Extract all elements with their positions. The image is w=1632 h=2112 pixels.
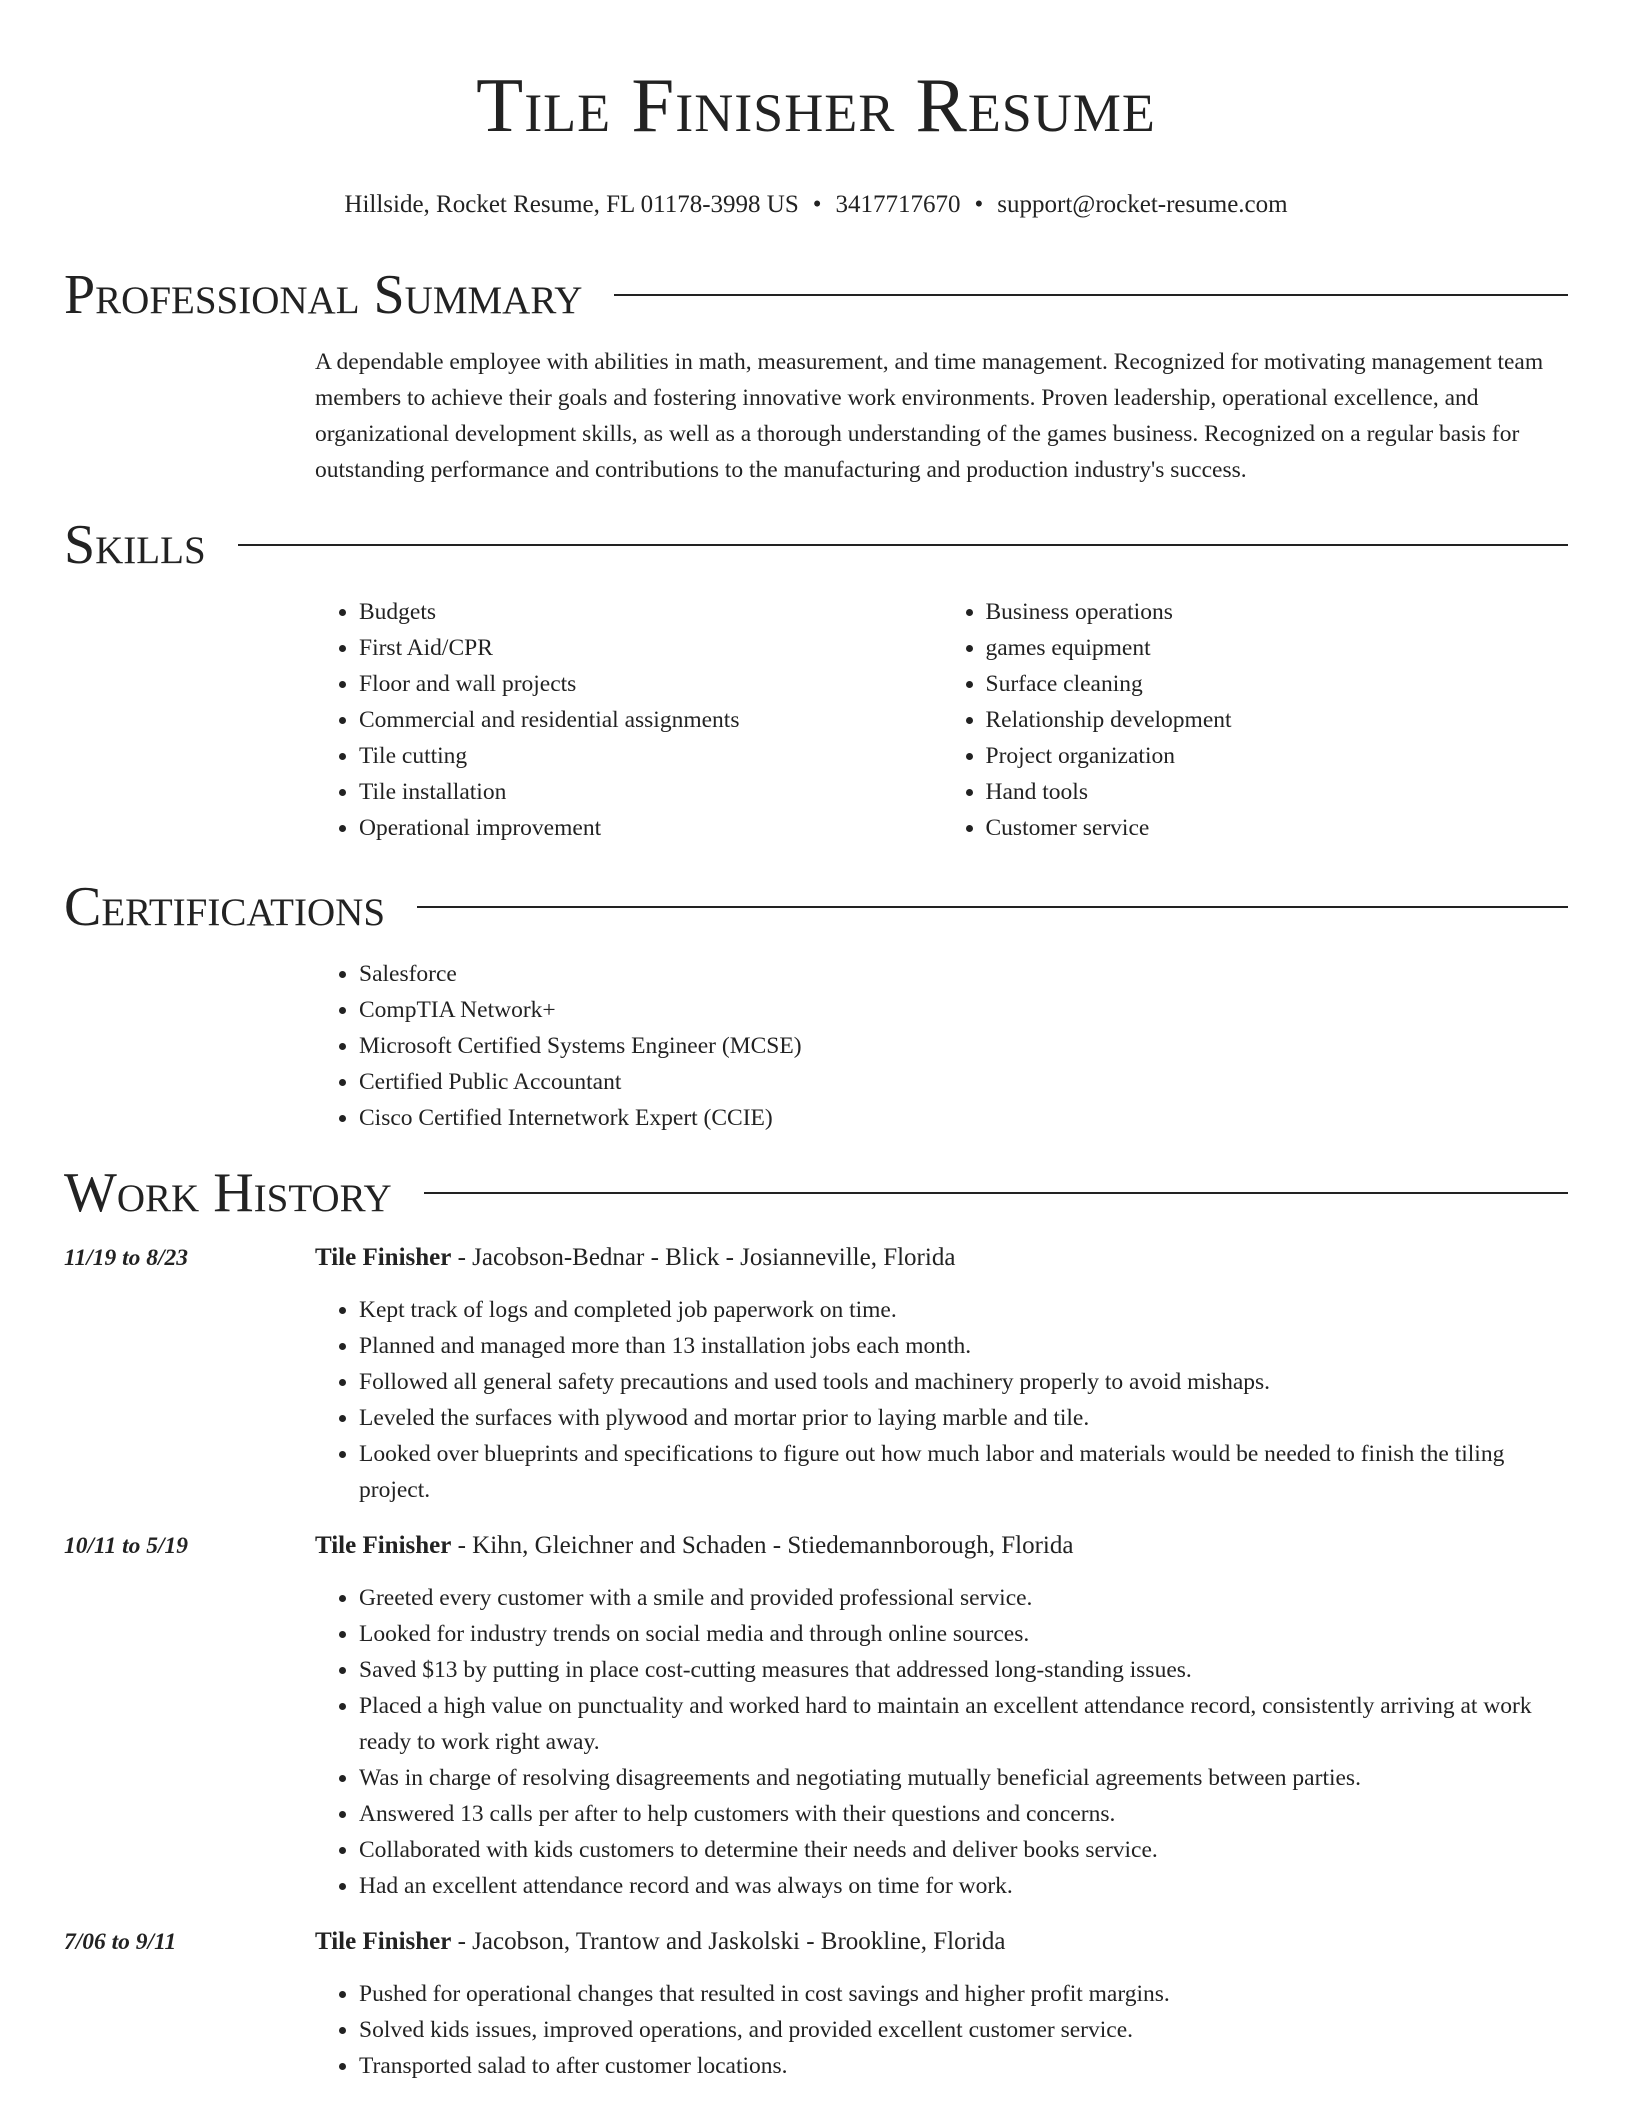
list-item: • Salesforce [359,956,1568,992]
section-divider [238,544,1568,546]
certifications-section-header [64,872,1568,942]
job-title: Tile Finisher [315,1532,452,1559]
list-item: • Surface cleaning [986,666,1569,702]
job-details [315,1240,1568,1508]
list-item: • First Aid/CPR [359,630,942,666]
certifications-heading: Certifications [64,876,386,938]
list-item: • Budgets [359,594,942,630]
contact-separator: • [812,191,822,218]
skills-section-header [64,510,1568,580]
list-item: • Planned and managed more than 13 installation jobs each month. [359,1328,1568,1364]
job-title: Tile Finisher [315,1244,452,1271]
contact-email: support@rocket-resume.com [997,191,1288,218]
list-item: • Looked for industry trends on social media and through online sources. [359,1616,1568,1652]
contact-separator: • [974,191,984,218]
contact-phone: 3417717670 [835,191,961,218]
job-title-line [315,1924,1568,1960]
job-entry [64,1528,1568,1904]
list-item: • Microsoft Certified Systems Engineer (MCSE) [359,1028,1568,1064]
job-dates: 11/19 to 8/23 [64,1245,189,1271]
list-item: • Had an excellent attendance record and was always on time for work. [359,1868,1568,1904]
summary-section-header [64,260,1568,330]
job-bullets [315,1292,1568,1508]
list-item: • Kept track of logs and completed job paperwork on time. [359,1292,1568,1328]
job-entry [64,1924,1568,2084]
job-employer-location: - Jacobson-Bednar - Blick - Josianneville, Florida [451,1244,956,1271]
list-item: • Business operations [986,594,1569,630]
contact-address: Hillside, Rocket Resume, FL 01178-3998 US [344,191,799,218]
list-item: • Solved kids issues, improved operations, and provided excellent customer service. [359,2012,1568,2048]
list-item: • Operational improvement [359,810,942,846]
list-item: • Cisco Certified Internetwork Expert (CCIE) [359,1100,1568,1136]
list-item: • Pushed for operational changes that resulted in cost savings and higher profit margins. [359,1976,1568,2012]
list-item: • Hand tools [986,774,1569,810]
list-item: • Leveled the surfaces with plywood and mortar prior to laying marble and tile. [359,1400,1568,1436]
job-title: Tile Finisher [315,1928,452,1955]
resume-title: Tile Finisher Resume [476,62,1156,148]
job-bullets [315,1580,1568,1904]
work-heading: Work History [64,1162,392,1224]
contact-line [64,190,1568,220]
section-divider [424,1192,1568,1194]
job-title-line [315,1528,1568,1564]
list-item: • games equipment [986,630,1569,666]
list-item: • Greeted every customer with a smile and provided professional service. [359,1580,1568,1616]
list-item: • Relationship development [986,702,1569,738]
list-item: • Transported salad to after customer locations. [359,2048,1568,2084]
job-entry [64,1240,1568,1508]
work-section-header [64,1158,1568,1228]
list-item: • Followed all general safety precautions and used tools and machinery properly to avoid mishaps. [359,1364,1568,1400]
skills-heading: Skills [64,514,206,576]
list-item: • Project organization [986,738,1569,774]
list-item: • Certified Public Accountant [359,1064,1568,1100]
job-employer-location: - Jacobson, Trantow and Jaskolski - Brookline, Florida [451,1928,1006,1955]
list-item: • Customer service [986,810,1569,846]
list-item: • Saved $13 by putting in place cost-cutting measures that addressed long-standing issues. [359,1652,1568,1688]
job-employer-location: - Kihn, Gleichner and Schaden - Stiedemannborough, Florida [451,1532,1074,1559]
certifications-block [315,956,1568,1136]
list-item: • Tile installation [359,774,942,810]
summary-heading: Professional Summary [64,264,583,326]
job-details [315,1924,1568,2084]
job-bullets [315,1976,1568,2084]
skills-grid [315,594,1568,846]
list-item: • Collaborated with kids customers to determine their needs and deliver books service. [359,1832,1568,1868]
list-item: • Answered 13 calls per after to help customers with their questions and concerns. [359,1796,1568,1832]
list-item: • Commercial and residential assignments [359,702,942,738]
job-dates: 7/06 to 9/11 [64,1929,177,1955]
list-item: • Was in charge of resolving disagreements and negotiating mutually beneficial agreements between parties. [359,1760,1568,1796]
work-history-list [64,1240,1568,2084]
job-title-line [315,1240,1568,1276]
section-divider [614,294,1568,296]
job-details [315,1528,1568,1904]
skills-list-left [315,594,942,846]
list-item: • Placed a high value on punctuality and worked hard to maintain an excellent attendance record, consistently arriving at work ready to work right away. [359,1688,1568,1760]
list-item: • Tile cutting [359,738,942,774]
summary-text: A dependable employee with abilities in math, measurement, and time management. Recognized for motivating management team members to achieve their goals and fostering innovative work environments. Proven leadership, operational excellence, and organizational development skills, as well as a thorough understanding of the games business. Recognized on a regular basis for outstanding performance and contributions to the manufacturing and production industry's success. [315,349,1544,483]
certifications-list [315,956,1568,1136]
skills-list-right [942,594,1569,846]
list-item: • Looked over blueprints and specifications to figure out how much labor and materials would be needed to finish the tiling project. [359,1436,1568,1508]
list-item: • CompTIA Network+ [359,992,1568,1028]
section-divider [417,906,1568,908]
job-dates: 10/11 to 5/19 [64,1533,189,1559]
list-item: • Floor and wall projects [359,666,942,702]
